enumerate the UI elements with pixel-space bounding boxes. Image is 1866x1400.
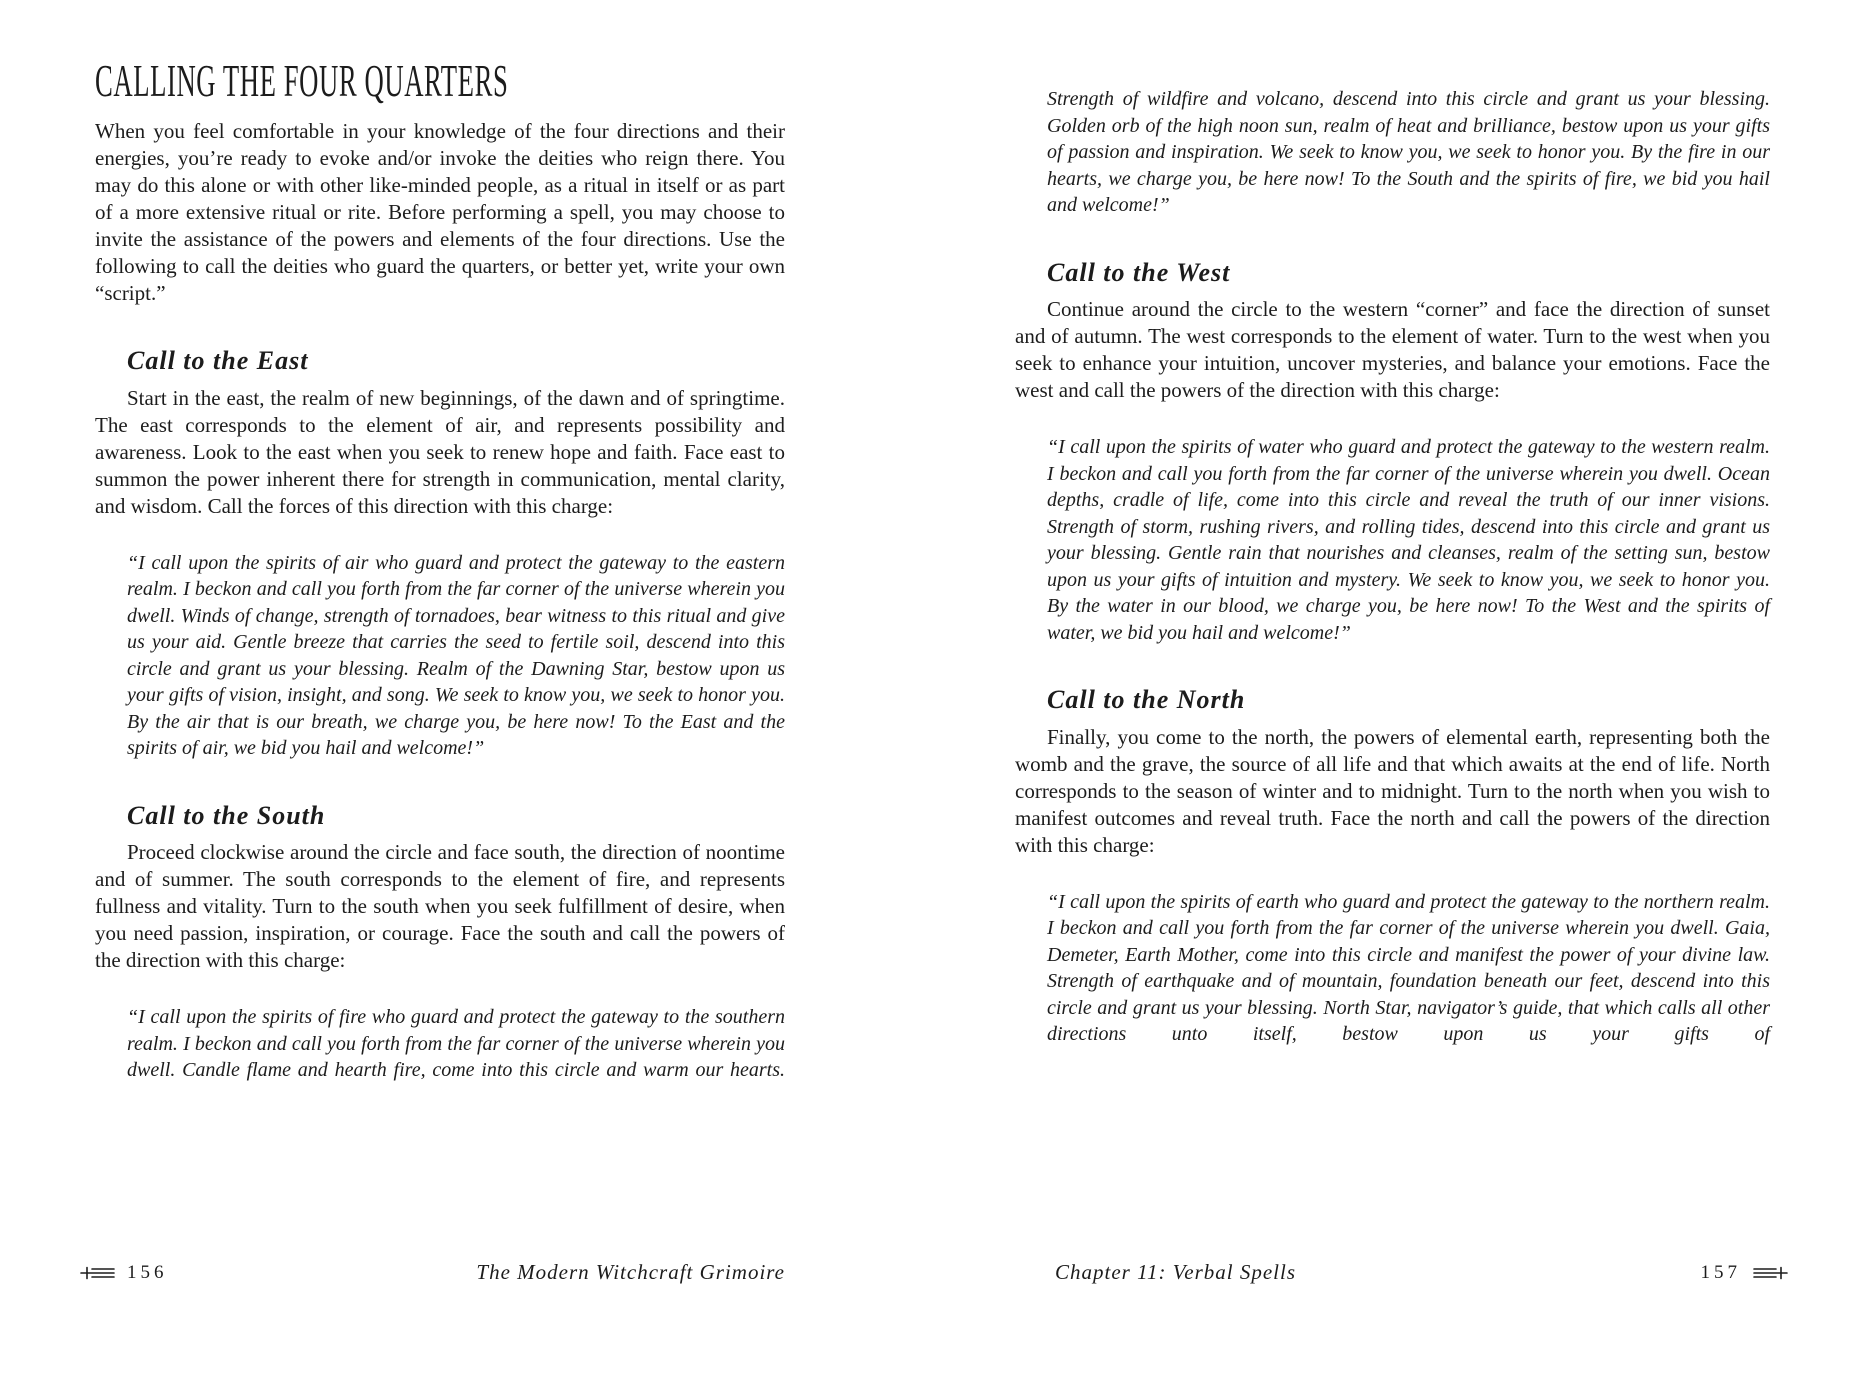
right-page-number: 157: [1700, 1262, 1741, 1283]
north-charge-quote: “I call upon the spirits of earth who guard and protect the gateway to the northern realm. I beckon and call you forth from the far corner of the universe wherein you dwell. Gaia, Demeter, Earth Mother, come into this circle and manifest the power of your divine law. Strength of earthquake and of mountain, foundation beneath our feet, descend into this circle and grant us your blessing. North Star, navigator’s guide, that which calls all other directions unto itself, bestow upon us your gifts of: [1047, 890, 1770, 1046]
right-page-folio: [1701, 1262, 1789, 1284]
intro-paragraph: When you feel comfortable in your knowledge of the four directions and their energies, you’re ready to evoke and/or invoke the deities who reign there. You may do this alone or with other like-minded people, as a ritual in itself or as part of a more extensive ritual or rite. Before performing a spell, you may choose to invite the assistance of the powers and elements of the four directions. Use the following to call the deities who guard the quarters, or better yet, write your own “script.”: [95, 119, 785, 305]
south-paragraph: Proceed clockwise around the circle and face south, the direction of noontime and of summer. The south corresponds to the element of fire, and represents fullness and vitality. Turn to the south when you seek fulfillment of desire, when you need passion, inspiration, or courage. Face the south and call the powers of the direction with this charge:: [95, 840, 785, 973]
subsection-heading-east: Call to the East: [127, 346, 309, 375]
east-charge-quote: “I call upon the spirits of air who guard and protect the gateway to the eastern realm. I beckon and call you forth from the far corner of the universe wherein you dwell. Winds of change, strength of tornadoes, bear witness to this ritual and give us your aid. Gentle breeze that carries the seed to fertile soil, descend into this circle and grant us your blessing. Realm of the Dawning Star, bestow upon us your gifts of vision, insight, and song. We seek to know you, we seek to honor you. By the air that is our breath, we charge you, be here now! To the East and the spirits of air, we bid you hail and welcome!”: [127, 551, 785, 760]
page-left: [95, 55, 785, 1084]
book-title-footer: The Modern Witchcraft Grimoire: [476, 1260, 785, 1284]
arrow-ornament-right-icon: [1752, 1265, 1788, 1281]
subsection-heading-west: Call to the West: [1047, 257, 1231, 287]
page-right: [1015, 86, 1770, 1048]
south-charge-quote: “I call upon the spirits of fire who guard and protect the gateway to the southern realm. I beckon and call you forth from the far corner of the universe wherein you dwell. Candle flame and hearth fire, come into this circle and warm our hearts.: [127, 1006, 785, 1082]
south-charge-quote-continued: Strength of wildfire and volcano, descend into this circle and grant us your blessing. Golden orb of the high noon sun, realm of heat and brilliance, bestow upon us your gifts of passion and inspiration. We seek to know you, we seek to honor you. By the fire in our hearts, we charge you, be here now! To the South and the spirits of fire, we bid you hail and welcome!”: [1047, 88, 1770, 216]
subsection-heading-north: Call to the North: [1047, 685, 1246, 715]
section-heading-text: CALLING THE FOUR QUARTERS: [95, 55, 509, 106]
subsection-heading-south: Call to the South: [127, 800, 326, 830]
east-paragraph: Start in the east, the realm of new beginnings, of the dawn and of springtime. The east corresponds to the element of air, and represents possibility and awareness. Look to the east when you seek to renew hope and faith. Face east to summon the power inherent there for strength in communication, mental clarity, and wisdom. Call the forces of this direction with this charge:: [95, 385, 785, 518]
left-page-number: 156: [127, 1262, 168, 1283]
north-paragraph: Finally, you come to the north, the powers of elemental earth, representing both the womb and the grave, the source of all life and that which awaits at the end of life. North corresponds to the season of winter and to midnight. Turn to the north when you wish to manifest outcomes and reveal truth. Face the north and call the powers of the direction with this charge:: [1015, 724, 1770, 857]
section-heading: [95, 55, 785, 106]
chapter-title-footer: Chapter 11: Verbal Spells: [1055, 1260, 1297, 1284]
west-paragraph: Continue around the circle to the western “corner” and face the direction of sunset and of autumn. The west corresponds to the element of water. Turn to the west when you seek to enhance your intuition, uncover mysteries, and balance your emotions. Face the west and call the powers of the direction with this charge:: [1015, 297, 1770, 403]
west-charge-quote: “I call upon the spirits of water who guard and protect the gateway to the western realm. I beckon and call you forth from the far corner of the universe wherein you dwell. Ocean depths, cradle of life, come into this circle and reveal the truth of our inner visions. Strength of storm, rushing rivers, and rolling tides, descend into this circle and grant us your blessing. Gentle rain that nourishes and cleanses, realm of the setting sun, bestow upon us your gifts of intuition and mystery. We seek to know you, we seek to honor you. By the water in our blood, we charge you, be here now! To the West and the spirits of water, we bid you hail and welcome!”: [1047, 436, 1770, 644]
